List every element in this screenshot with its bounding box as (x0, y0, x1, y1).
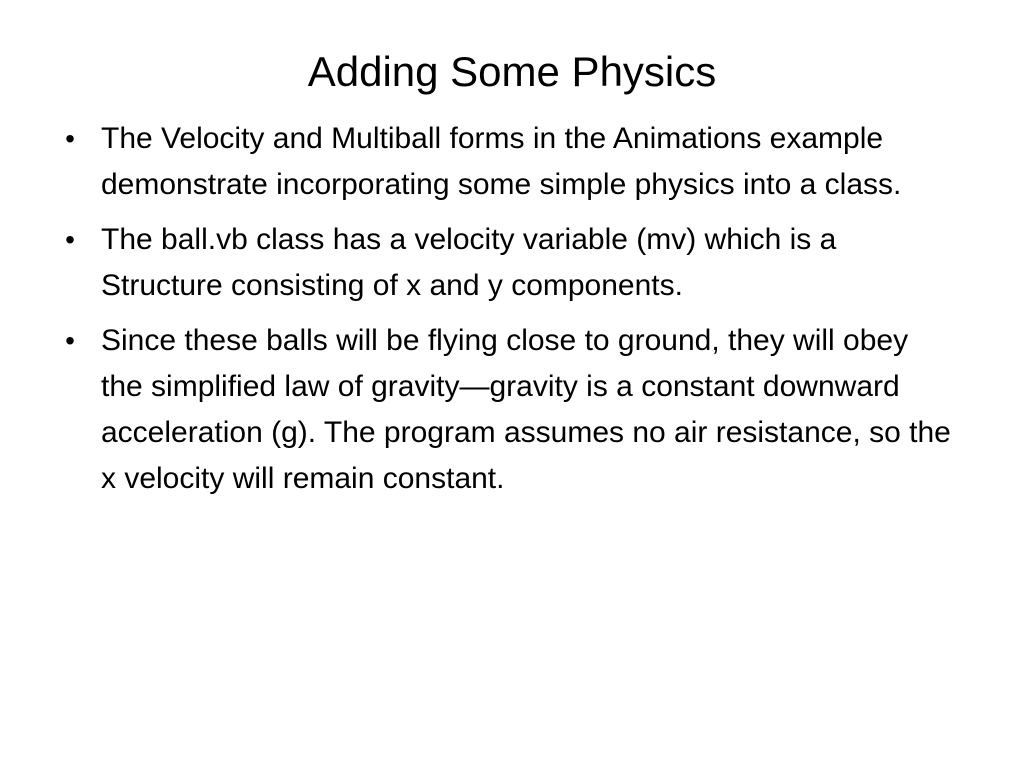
bullet-text: The ball.vb class has a velocity variable (mv) which is a Structure consisting of x and y components. (101, 223, 837, 302)
bullet-text: The Velocity and Multiball forms in the Animations example demonstrate incorporating some simple physics into a class. (101, 122, 902, 201)
bullet-item (56, 318, 956, 502)
bullet-icon: • (65, 224, 75, 255)
bullet-icon: • (65, 123, 75, 154)
bullet-text: Since these balls will be flying close to ground, they will obey the simplified law of gravity—gravity is a constant downward acceleration (g). The program assumes no air resistance, so the x velocity will remain constant. (101, 324, 951, 495)
bullet-list (56, 116, 956, 511)
bullet-icon: • (65, 325, 75, 356)
bullet-item (56, 217, 956, 309)
slide-title: Adding Some Physics (307, 48, 717, 95)
bullet-item (56, 116, 956, 208)
